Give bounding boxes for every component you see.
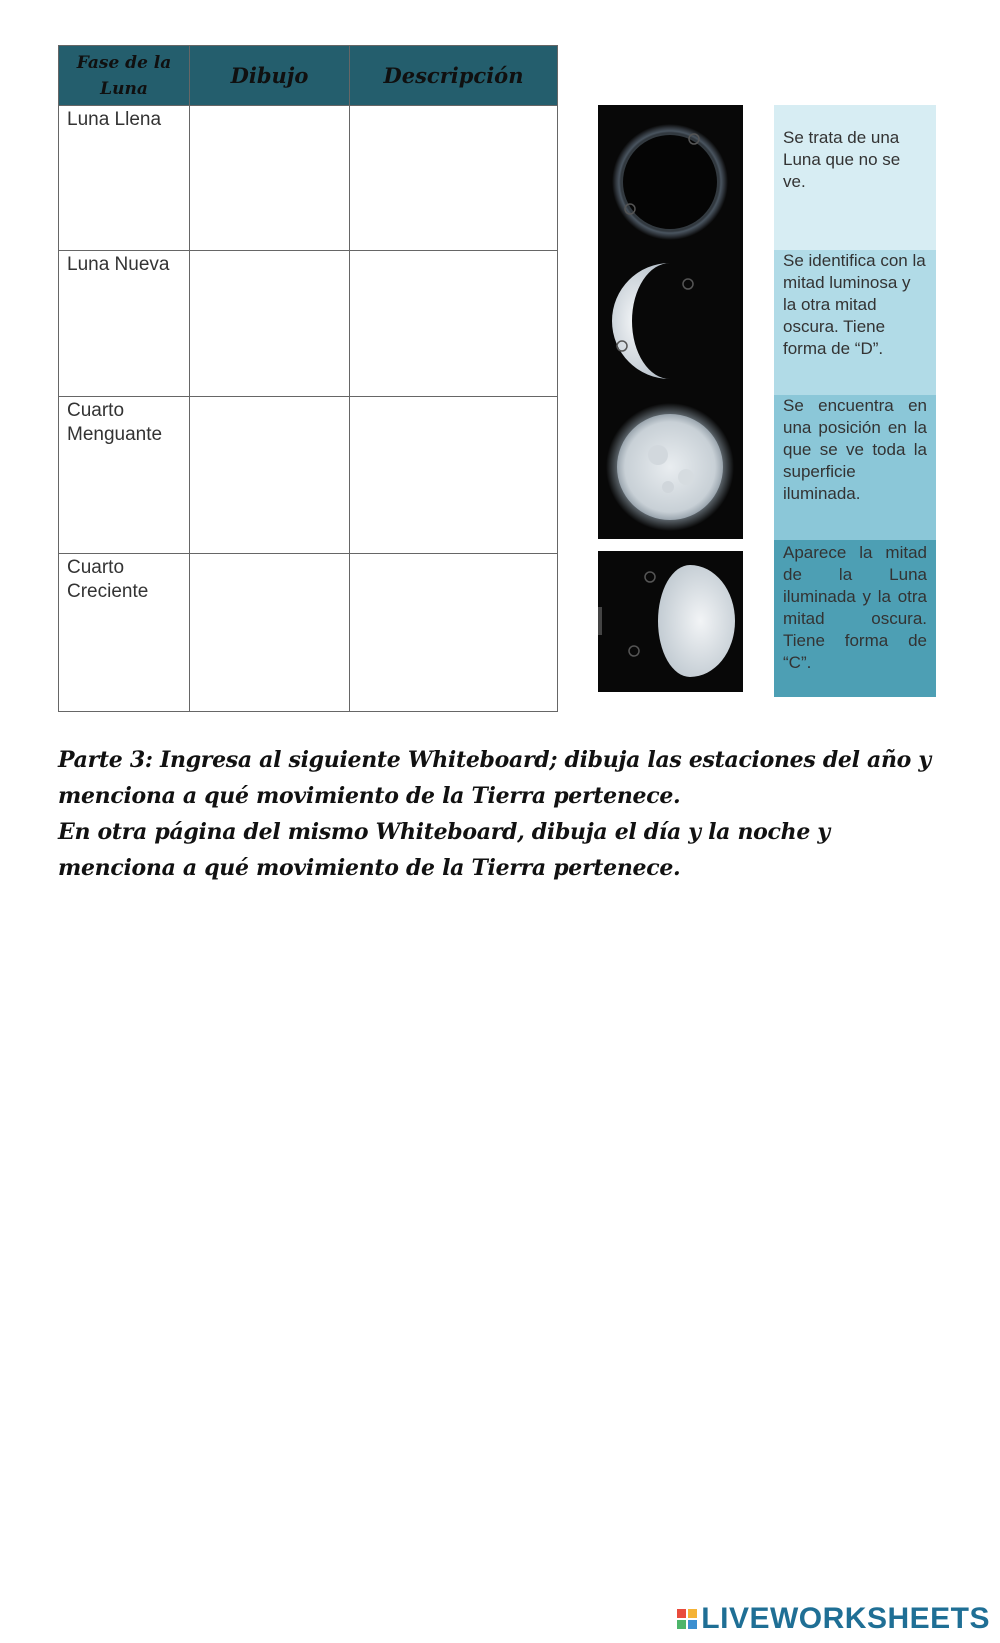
header-phase: Fase de la Luna (59, 46, 190, 106)
part3-paragraph-2: En otra página del mismo Whiteboard, dibuja el día y la noche y menciona a qué movimiento de la Tierra pertenece. (58, 819, 830, 881)
table-header-row (59, 46, 558, 106)
header-description: Descripción (350, 46, 558, 106)
phase-name-cell: Luna Nueva (59, 251, 190, 397)
moon-phases-table (58, 45, 558, 712)
table-row (59, 554, 558, 712)
gibbous-moon-icon[interactable] (598, 551, 743, 692)
logo-mark-icon (677, 1609, 697, 1629)
phase-name-cell: Cuarto Creciente (59, 554, 190, 712)
new-moon-icon[interactable] (598, 105, 743, 250)
header-drawing: Dibujo (190, 46, 350, 106)
description-drop-cell[interactable] (350, 554, 558, 712)
description-card-1[interactable]: Se trata de una Luna que no se ve. (774, 105, 936, 250)
part3-paragraph-1: Parte 3: Ingresa al siguiente Whiteboard; dibuja las estaciones del año y menciona a qué movimiento de la Tierra pertenece. (58, 747, 931, 809)
phase-name-cell: Cuarto Menguante (59, 397, 190, 554)
table-row (59, 106, 558, 251)
description-drop-cell[interactable] (350, 397, 558, 554)
logo-text: LIVEWORKSHEETS (701, 1602, 990, 1635)
liveworksheets-logo (677, 1602, 990, 1636)
table-row (59, 251, 558, 397)
moon-image-single (598, 551, 743, 692)
part3-instructions (58, 742, 948, 886)
phase-name-cell: Luna Llena (59, 106, 190, 251)
drawing-drop-cell[interactable] (190, 554, 350, 712)
description-drop-cell[interactable] (350, 106, 558, 251)
drawing-drop-cell[interactable] (190, 251, 350, 397)
description-drop-cell[interactable] (350, 251, 558, 397)
table-row (59, 397, 558, 554)
drawing-drop-cell[interactable] (190, 106, 350, 251)
description-cards (774, 105, 936, 697)
full-moon-icon[interactable] (598, 395, 743, 539)
crescent-moon-icon[interactable] (598, 250, 743, 395)
description-card-2[interactable]: Se identifica con la mitad luminosa y la otra mitad oscura. Tiene forma de “D”. (774, 250, 936, 395)
drawing-drop-cell[interactable] (190, 397, 350, 554)
description-card-4[interactable]: Aparece la mitad de la Luna iluminada y la otra mitad oscura. Tiene forma de “C”. (774, 540, 936, 697)
description-card-3[interactable]: Se encuentra en una posición en la que se ve toda la superficie iluminada. (774, 395, 936, 540)
moon-images-strip (598, 105, 743, 539)
